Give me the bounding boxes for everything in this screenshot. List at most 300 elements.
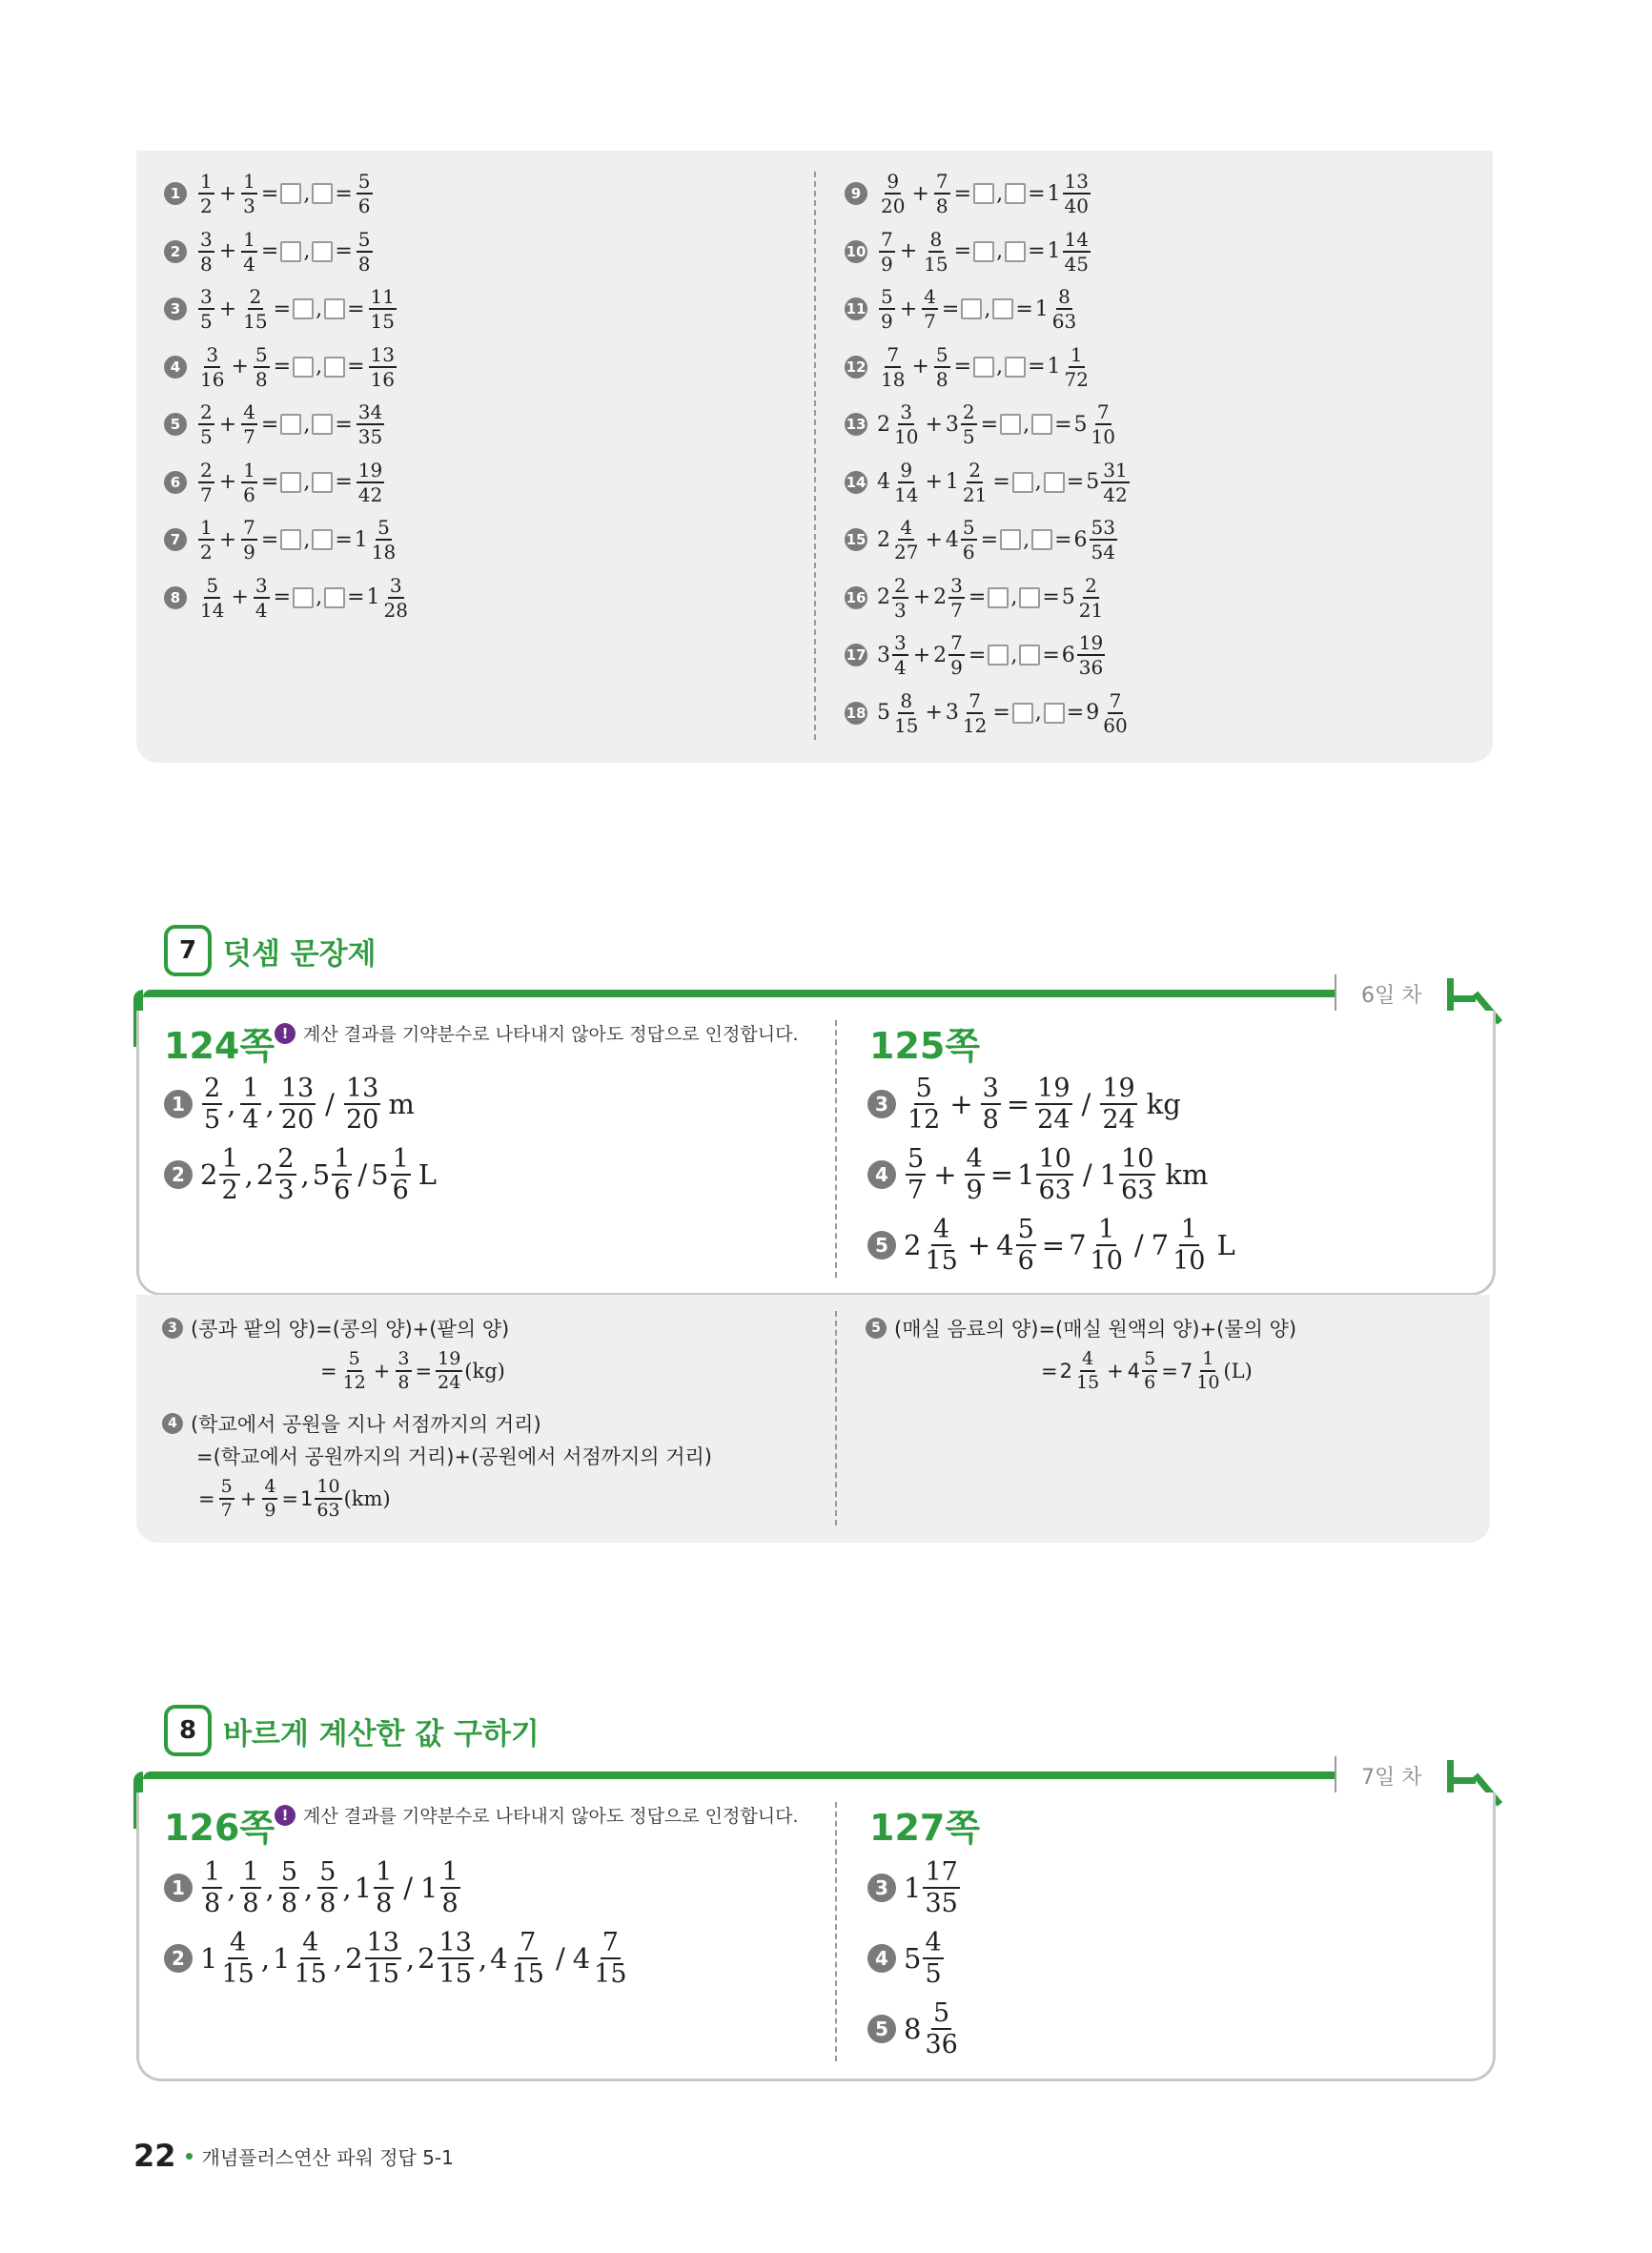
numerator: 31 xyxy=(1103,458,1128,481)
comma: , xyxy=(316,585,323,609)
denominator: 6 xyxy=(243,482,255,506)
numerator: 9 xyxy=(887,170,900,193)
addend-fraction xyxy=(241,402,257,446)
answer-fraction xyxy=(1090,402,1117,446)
plus-sign: + xyxy=(218,527,237,552)
unit: kg xyxy=(1146,1088,1181,1120)
whole-number: 5 xyxy=(312,1158,331,1191)
denominator: 24 xyxy=(1102,1105,1135,1135)
answer-blank-box xyxy=(312,241,333,262)
numerator: 10 xyxy=(1038,1144,1071,1174)
equals-sign: = xyxy=(1041,1360,1058,1383)
answer-blank-box xyxy=(1005,241,1026,262)
denominator: 4 xyxy=(894,656,907,679)
answer-blank-box xyxy=(988,645,1009,666)
plus-sign: + xyxy=(933,1158,957,1191)
fraction xyxy=(262,1478,277,1520)
denominator: 7 xyxy=(243,425,255,448)
addend-fraction xyxy=(961,688,989,737)
numerator: 2 xyxy=(249,285,262,308)
addend-fraction xyxy=(961,458,989,506)
equals-sign: = xyxy=(335,527,353,552)
answer-blank-box xyxy=(280,183,301,204)
addend-fraction xyxy=(922,287,938,331)
comma: , xyxy=(265,1088,275,1120)
denominator: 10 xyxy=(1196,1372,1220,1393)
plus-sign: + xyxy=(231,355,249,379)
denominator: 5 xyxy=(962,425,975,448)
denominator: 15 xyxy=(924,252,948,276)
answer-blank-box xyxy=(1044,703,1065,724)
numerator: 2 xyxy=(962,400,975,423)
comma: , xyxy=(1023,412,1030,437)
equals-sign: = xyxy=(273,297,292,321)
answer-blank-box xyxy=(280,529,301,550)
denominator: 9 xyxy=(881,252,893,276)
top-problem-row xyxy=(164,573,412,622)
addend-fraction xyxy=(892,573,908,622)
answer-fraction xyxy=(1077,633,1105,677)
answer-blank-box xyxy=(1031,529,1052,550)
fraction xyxy=(906,1146,926,1203)
expl-4-text: (학교에서 공원을 지나 서점까지의 거리) xyxy=(191,1413,541,1436)
denominator: 72 xyxy=(1064,367,1089,391)
warning-icon: ! xyxy=(275,1805,296,1826)
addend-fraction xyxy=(879,172,907,215)
numerator: 13 xyxy=(1064,170,1089,193)
fraction xyxy=(219,1146,239,1203)
fraction xyxy=(332,1146,352,1203)
numerator: 5 xyxy=(908,1144,925,1174)
numerator: 1 xyxy=(334,1144,351,1174)
footer-dot xyxy=(186,2153,193,2160)
expl-4-line-1 xyxy=(162,1409,541,1438)
answer-fraction xyxy=(357,227,373,276)
whole-number: 1 xyxy=(1047,239,1061,263)
number-badge: 3 xyxy=(867,1874,896,1902)
section-7-note xyxy=(275,1020,798,1046)
denominator: 20 xyxy=(280,1105,315,1135)
numerator: 2 xyxy=(969,458,981,481)
numerator: 5 xyxy=(377,516,390,539)
addend-fraction xyxy=(198,227,214,276)
denominator: 63 xyxy=(1051,310,1077,333)
whole-number: 5 xyxy=(1061,585,1075,609)
top-problem-row xyxy=(845,287,1080,331)
equals-sign: = xyxy=(980,412,999,437)
denominator: 4 xyxy=(243,252,255,276)
number-badge: 4 xyxy=(164,356,187,379)
number-badge: 8 xyxy=(164,586,187,609)
s8-answer-3 xyxy=(867,1859,962,1916)
numerator: 3 xyxy=(894,631,907,654)
section-8-title-text: 바르게 계산한 값 구하기 xyxy=(223,1716,540,1751)
addend-fraction xyxy=(198,458,214,506)
slash: / xyxy=(357,1158,368,1191)
equals-sign: = xyxy=(1054,527,1072,552)
number-badge: 1 xyxy=(164,1874,193,1902)
numerator: 7 xyxy=(1096,400,1110,423)
whole-number: 2 xyxy=(200,1158,218,1191)
answer-blank-box xyxy=(1019,645,1040,666)
section-8-box-divider xyxy=(835,1802,837,2061)
denominator: 10 xyxy=(1090,1246,1123,1276)
answer-fraction xyxy=(1090,518,1117,562)
whole-number: 1 xyxy=(273,1942,291,1975)
equals-sign: = xyxy=(1028,239,1046,263)
number-badge: 10 xyxy=(845,240,867,263)
numerator: 13 xyxy=(438,1928,472,1957)
equals-sign: = xyxy=(1042,585,1060,609)
numerator: 7 xyxy=(520,1928,537,1957)
equals-sign: = xyxy=(260,470,279,494)
numerator: 1 xyxy=(200,516,213,539)
addend-fraction xyxy=(198,287,214,331)
numerator: 1 xyxy=(204,1857,221,1887)
whole-number: 2 xyxy=(418,1942,436,1975)
denominator: 15 xyxy=(370,310,395,333)
expl-3-line-1 xyxy=(162,1314,509,1342)
comma: , xyxy=(304,1872,314,1904)
whole-number: 2 xyxy=(255,1158,275,1191)
whole-number: 4 xyxy=(996,1229,1014,1261)
numerator: 2 xyxy=(200,458,213,481)
number-badge: 3 xyxy=(164,297,187,320)
whole-number: 1 xyxy=(945,470,959,494)
unit: L xyxy=(1216,1229,1235,1261)
whole-number: 4 xyxy=(490,1942,508,1975)
addend-fraction xyxy=(934,172,950,215)
whole-number: 1 xyxy=(1099,1158,1118,1191)
fraction xyxy=(1016,1217,1036,1274)
addend-fraction xyxy=(892,458,920,506)
numerator: 1 xyxy=(376,1857,393,1887)
denominator: 15 xyxy=(925,1246,958,1276)
equals-sign: = xyxy=(335,181,353,206)
answer-blank-box xyxy=(1012,472,1033,493)
whole-number: 4 xyxy=(572,1942,591,1975)
equals-sign: = xyxy=(1006,1088,1030,1120)
answer-fraction xyxy=(357,402,384,446)
fraction xyxy=(1036,1146,1072,1203)
answer-blank-box xyxy=(280,414,301,435)
equals-sign: = xyxy=(992,470,1010,494)
denominator: 15 xyxy=(221,1959,255,1989)
numerator: 7 xyxy=(887,342,900,366)
plus-sign: + xyxy=(925,412,943,437)
number-badge: 7 xyxy=(164,528,187,551)
numerator: 5 xyxy=(357,227,371,251)
number-badge: 16 xyxy=(845,586,867,609)
numerator: 19 xyxy=(1078,631,1104,654)
top-problem-row xyxy=(845,688,1132,737)
top-problem-row xyxy=(845,172,1092,215)
numerator: 7 xyxy=(969,688,981,712)
fraction xyxy=(923,2000,959,2058)
equals-sign: = xyxy=(1066,470,1085,494)
footer xyxy=(133,2138,454,2174)
fraction xyxy=(923,1217,959,1274)
numerator: 7 xyxy=(602,1928,619,1957)
addend-fraction xyxy=(241,458,257,506)
slash: / xyxy=(403,1872,414,1904)
number-badge: 15 xyxy=(845,528,867,551)
section-8-day-tick xyxy=(1335,1756,1336,1794)
denominator: 6 xyxy=(1144,1372,1156,1393)
section-8-top-bar xyxy=(143,1772,1336,1779)
numerator: 4 xyxy=(900,516,913,539)
denominator: 5 xyxy=(925,1959,942,1989)
plus-sign: + xyxy=(967,1229,991,1261)
expl-4-line-2 xyxy=(196,1442,712,1470)
top-problem-row xyxy=(845,227,1092,276)
denominator: 8 xyxy=(319,1889,337,1918)
number-badge: 6 xyxy=(164,471,187,494)
whole-number: 2 xyxy=(1059,1360,1072,1383)
answer-fraction xyxy=(1063,172,1091,215)
comma: , xyxy=(405,1942,416,1975)
denominator: 15 xyxy=(894,713,919,737)
denominator: 8 xyxy=(398,1372,410,1393)
denominator: 3 xyxy=(894,598,907,622)
comma: , xyxy=(1023,527,1030,552)
denominator: 7 xyxy=(220,1500,233,1521)
numerator: 5 xyxy=(962,516,975,539)
denominator: 8 xyxy=(242,1889,259,1918)
denominator: 10 xyxy=(1173,1246,1206,1276)
whole-number: 1 xyxy=(300,1487,314,1510)
comma: , xyxy=(244,1158,254,1191)
numerator: 3 xyxy=(200,285,213,308)
fraction xyxy=(438,1930,474,1987)
section-7-top-bar xyxy=(143,990,1336,997)
answer-blank-box xyxy=(973,357,994,378)
top-problem-row xyxy=(164,287,398,331)
numerator: 7 xyxy=(243,516,255,539)
s8-answer-2 xyxy=(164,1930,631,1987)
answer-blank-box xyxy=(293,298,314,319)
whole-number: 1 xyxy=(354,527,368,552)
whole-number: 3 xyxy=(945,701,959,725)
number-badge: 2 xyxy=(164,240,187,263)
numerator: 2 xyxy=(200,400,213,423)
answer-fraction xyxy=(1063,227,1091,276)
expl-5-line-1 xyxy=(866,1314,1296,1342)
number-badge: 4 xyxy=(867,1944,896,1973)
numerator: 4 xyxy=(1080,1350,1095,1372)
answer-blank-box xyxy=(280,472,301,493)
whole-number: 1 xyxy=(366,585,380,609)
expl-5-text: (매실 음료의 양)=(매실 원액의 양)+(물의 양) xyxy=(894,1318,1297,1341)
equals-sign: = xyxy=(335,239,353,263)
denominator: 15 xyxy=(511,1959,544,1989)
numerator: 5 xyxy=(935,342,948,366)
s7-answer-2 xyxy=(164,1146,442,1203)
denominator: 40 xyxy=(1064,195,1089,217)
comma: , xyxy=(300,1158,310,1191)
section-7-box-divider xyxy=(835,1020,837,1278)
numerator: 1 xyxy=(392,1144,409,1174)
numerator: 3 xyxy=(200,227,213,251)
denominator: 15 xyxy=(594,1959,627,1989)
addend-fraction xyxy=(241,172,257,215)
equals-sign: = xyxy=(953,355,972,379)
denominator: 4 xyxy=(242,1105,259,1135)
number-badge: 2 xyxy=(164,1160,193,1189)
denominator: 8 xyxy=(376,1889,393,1918)
addend-fraction xyxy=(254,342,270,391)
answer-blank-box xyxy=(1019,587,1040,608)
equals-sign: = xyxy=(260,412,279,437)
denominator: 7 xyxy=(908,1176,925,1205)
answer-fraction xyxy=(1101,458,1129,506)
equals-sign: = xyxy=(335,412,353,437)
fraction xyxy=(275,1146,296,1203)
plus-sign: + xyxy=(925,470,943,494)
answer-blank-box xyxy=(312,414,333,435)
addend-fraction xyxy=(241,287,269,331)
numerator: 10 xyxy=(1121,1144,1154,1174)
section-8-day: 7일 차 xyxy=(1361,1766,1422,1790)
unit: (km) xyxy=(343,1487,391,1510)
denominator: 8 xyxy=(204,1889,221,1918)
answer-fraction xyxy=(369,287,397,331)
top-problem-row xyxy=(845,342,1092,391)
section-7-explanation-divider xyxy=(835,1311,837,1526)
s8-answer-5 xyxy=(867,2000,962,2058)
numerator: 8 xyxy=(929,227,943,251)
section-7-number: 7 xyxy=(164,925,212,976)
numerator: 17 xyxy=(925,1857,958,1887)
denominator: 9 xyxy=(264,1500,276,1521)
fraction xyxy=(317,1859,337,1916)
number-badge: 4 xyxy=(867,1160,896,1189)
page-125-heading: 125쪽 xyxy=(869,1025,981,1067)
equals-sign: = xyxy=(953,181,972,206)
denominator: 63 xyxy=(1038,1176,1071,1205)
denominator: 4 xyxy=(255,598,268,622)
whole-number: 1 xyxy=(1034,297,1049,321)
answer-blank-box xyxy=(293,587,314,608)
addend-fraction xyxy=(948,573,965,622)
number-badge: 11 xyxy=(845,297,867,320)
whole-number: 1 xyxy=(354,1872,373,1904)
number-badge: 5 xyxy=(867,2015,896,2043)
denominator: 5 xyxy=(200,425,213,448)
whole-number: 1 xyxy=(1047,355,1061,379)
addend-fraction xyxy=(922,227,949,276)
whole-number: 2 xyxy=(345,1942,363,1975)
numerator: 1 xyxy=(243,170,255,193)
comma: , xyxy=(227,1088,236,1120)
numerator: 3 xyxy=(900,400,913,423)
denominator: 6 xyxy=(962,541,975,563)
numerator: 3 xyxy=(396,1350,411,1372)
unit: m xyxy=(388,1088,415,1120)
whole-number: 7 xyxy=(1069,1229,1087,1261)
numerator: 1 xyxy=(242,1074,259,1103)
denominator: 12 xyxy=(342,1372,366,1393)
equals-sign: = xyxy=(347,297,365,321)
answer-blank-box xyxy=(312,472,333,493)
denominator: 15 xyxy=(243,310,268,333)
slash: / xyxy=(1082,1158,1092,1191)
number-badge: 5 xyxy=(164,413,187,436)
comma: , xyxy=(265,1872,275,1904)
numerator: 2 xyxy=(277,1144,295,1174)
slash: / xyxy=(555,1942,565,1975)
denominator: 36 xyxy=(925,2030,958,2059)
plus-sign: + xyxy=(899,297,918,321)
expl-4-badge: 4 xyxy=(162,1413,183,1434)
expl-4-text-2: =(학교에서 공원까지의 거리)+(공원에서 서점까지의 거리) xyxy=(196,1445,712,1468)
section-8-title xyxy=(164,1705,540,1756)
fraction xyxy=(202,1859,222,1916)
fraction xyxy=(240,1859,260,1916)
unit: L xyxy=(418,1158,438,1191)
comma: , xyxy=(1034,470,1042,494)
denominator: 20 xyxy=(881,195,906,217)
equals-sign: = xyxy=(273,585,292,609)
equals-sign: = xyxy=(281,1487,299,1510)
denominator: 10 xyxy=(1091,425,1115,448)
comma: , xyxy=(333,1942,343,1975)
answer-blank-box xyxy=(324,587,345,608)
numerator: 1 xyxy=(1098,1215,1115,1244)
fraction xyxy=(279,1859,299,1916)
denominator: 8 xyxy=(357,252,371,276)
fraction xyxy=(510,1930,546,1987)
numerator: 4 xyxy=(933,1215,950,1244)
answer-fraction xyxy=(1077,573,1105,622)
answer-blank-box xyxy=(1000,529,1021,550)
numerator: 5 xyxy=(881,285,893,308)
equals-sign: = xyxy=(968,643,987,667)
answer-blank-box xyxy=(1005,183,1026,204)
numerator: 5 xyxy=(206,573,219,597)
section-7-day-tick xyxy=(1335,974,1336,1013)
denominator: 6 xyxy=(1017,1246,1034,1276)
denominator: 8 xyxy=(982,1105,999,1135)
numerator: 2 xyxy=(894,573,907,597)
top-problem-row xyxy=(845,402,1119,446)
numerator: 3 xyxy=(950,573,963,597)
denominator: 15 xyxy=(294,1959,327,1989)
equals-sign: = xyxy=(320,1360,337,1383)
fraction xyxy=(1089,1217,1125,1274)
numerator: 4 xyxy=(924,285,936,308)
addend-fraction xyxy=(241,518,257,562)
denominator: 27 xyxy=(894,541,919,563)
equals-sign: = xyxy=(335,470,353,494)
section-7-day: 6일 차 xyxy=(1361,984,1422,1008)
whole-number: 5 xyxy=(904,1942,922,1975)
numerator: 14 xyxy=(1064,227,1089,251)
denominator: 6 xyxy=(392,1176,409,1205)
denominator: 12 xyxy=(908,1105,941,1135)
denominator: 21 xyxy=(1078,598,1104,622)
answer-blank-box xyxy=(973,241,994,262)
answer-fraction xyxy=(369,342,397,391)
whole-number: 2 xyxy=(877,527,890,552)
whole-number: 3 xyxy=(945,412,959,437)
numerator: 1 xyxy=(200,170,213,193)
comma: , xyxy=(227,1872,236,1904)
answer-blank-box xyxy=(312,183,333,204)
number-badge: 1 xyxy=(164,182,187,205)
answer-blank-box xyxy=(324,298,345,319)
denominator: 15 xyxy=(1075,1372,1100,1393)
